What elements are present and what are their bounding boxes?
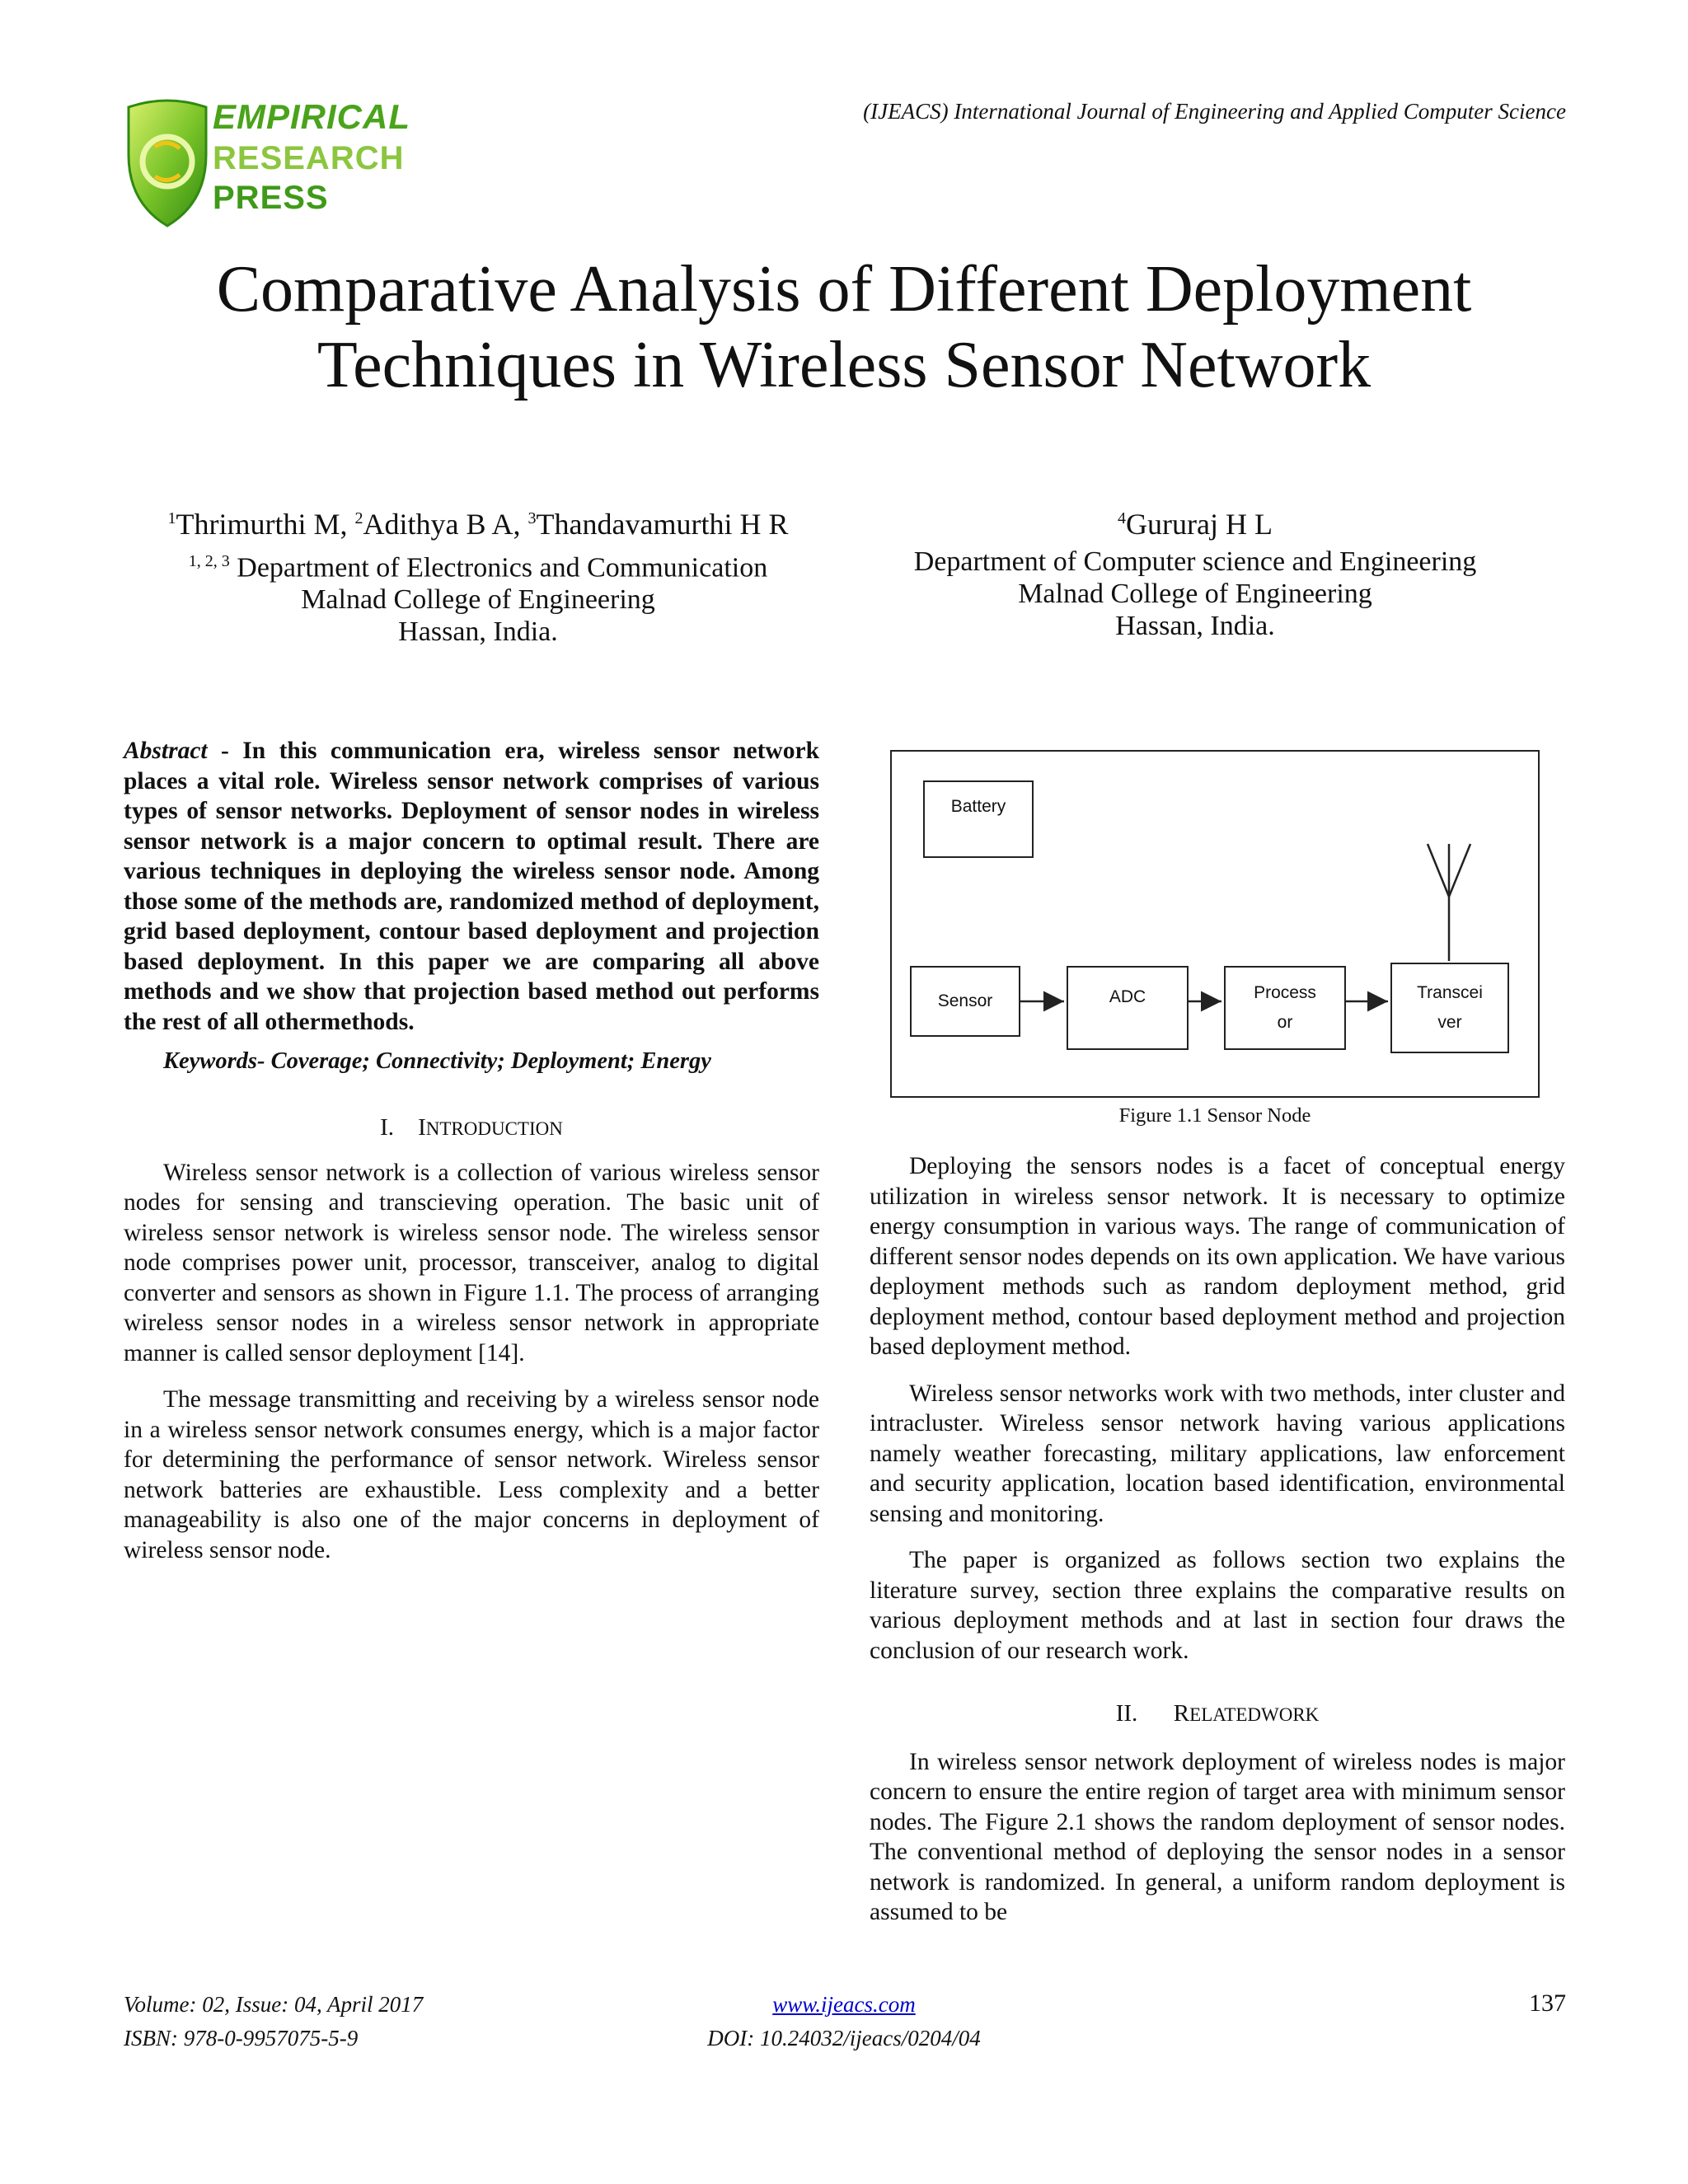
section-heading-relatedwork: II. RELATEDWORK <box>1115 1700 1320 1727</box>
battery-block: Battery <box>923 780 1034 858</box>
abstract <box>124 736 819 1037</box>
section-heading-introduction: I. INTRODUCTION <box>380 1114 563 1141</box>
affiliation-city-right: Hassan, India. <box>1115 611 1275 641</box>
page-number: 137 <box>1529 1990 1566 2017</box>
transceiver-block: Transcei ver <box>1390 963 1509 1053</box>
logo-line1: EMPIRICAL <box>213 97 410 136</box>
title-line-2: Techniques in Wireless Sensor Network <box>316 329 1372 401</box>
footer-left <box>124 1988 618 2055</box>
paper-title <box>124 251 1564 403</box>
antenna-icon <box>1428 844 1470 961</box>
footer-center <box>597 1988 1091 2055</box>
intro-paragraph-1: Wireless sensor network is a collection of various wireless sensor nodes for sensing and transcieving operation. The basic unit of wireless sensor network is wireless sensor node. The wireless sensor node comprises power unit, processor, transceiver, analog to digital converter and sensors as shown in Figure 1.1. The process of arranging wireless sensor nodes in a wireless sensor network in appropriate manner is called sensor deployment [14]. <box>124 1159 819 1366</box>
logo-line2: RESEARCH <box>213 140 405 176</box>
footer-isbn: ISBN: 978-0-9957075-5-9 <box>124 2026 359 2050</box>
affiliation-college-right: Malnad College of Engineering <box>1018 579 1372 609</box>
figure-caption: Figure 1.1 Sensor Node <box>1118 1104 1311 1127</box>
keywords: Keywords- Coverage; Connectivity; Deployment; Energy <box>163 1048 711 1074</box>
author-names-right: $^4$Gururaj H L <box>1118 508 1273 541</box>
authors-left <box>115 503 841 648</box>
journal-header: (IJEACS) International Journal of Engineering and Applied Computer Science <box>863 99 1566 124</box>
affiliation-dept-right: Department of Computer science and Engineering <box>913 546 1477 577</box>
adc-block: ADC <box>1067 966 1189 1050</box>
processor-block: Process or <box>1224 966 1346 1050</box>
right-paragraph-2: Wireless sensor networks work with two methods, inter cluster and intracluster. Wireless sensor network having various applications namely weather forecasting, military applications, law enforcement and security application, location based identification, environmental sensing and monitoring. <box>870 1380 1565 1527</box>
abstract-text: - In this communication era, wireless sensor network places a vital role. Wireless sensor network comprises of various types of sensor networks. Deployment of sensor nodes in wireless sensor network is a major concern to optimal result. There are various techniques in deploying the wireless sensor node. Among those some of the methods are, randomized method of deployment, grid based deployment, contour based deployment and projection based deployment. In this paper we are comparing all above methods and we show that projection based method out performs the rest of all othermethods. <box>124 738 819 1035</box>
affiliation-dept-left: $^{1, 2, 3}$ Department of Electronics and Communication <box>188 552 768 583</box>
sensor-block: Sensor <box>910 966 1020 1037</box>
footer-volume: Volume: 02, Issue: 04, April 2017 <box>124 1992 424 2017</box>
related-paragraph-1: In wireless sensor network deployment of wireless nodes is major concern to ensure the entire region of target area with minimum sensor nodes. The Figure 2.1 shows the random deployment of sensor nodes. The conventional method of deploying the sensor nodes in a sensor network is randomized. In general, a uniform random deployment is assumed to be <box>870 1748 1565 1925</box>
publisher-logo <box>122 97 410 229</box>
footer-doi: DOI: 10.24032/ijeacs/0204/04 <box>707 2026 981 2050</box>
figure-sensor-node <box>890 750 1540 1098</box>
right-paragraph-1: Deploying the sensors nodes is a facet of conceptual energy utilization in wireless sensor network. It is necessary to optimize energy consumption in various ways. The range of communication of different sensor nodes depends on its own application. We have various deployment methods such as random deployment method, grid deployment method, contour based deployment method and projection based deployment method. <box>870 1153 1565 1360</box>
affiliation-city-left: Hassan, India. <box>398 616 558 648</box>
shield-logo-icon <box>122 97 213 229</box>
left-column <box>124 1113 819 1582</box>
journal-website-link[interactable]: www.ijeacs.com <box>772 1992 916 2017</box>
intro-paragraph-2: The message transmitting and receiving by a wireless sensor node in a wireless sensor network consumes energy, which is a major factor for determining the performance of sensor network. Wireless sensor network batteries are exhaustible. Less complexity and a better manageability is also one of the major concerns in deployment of wireless sensor node. <box>124 1386 819 1563</box>
affiliation-college-left: Malnad College of Engineering <box>301 584 655 616</box>
right-paragraph-3: The paper is organized as follows section two explains the literature survey, section three explains the comparative results on various deployment methods and at last in section four draws the conclusion of our research work. <box>870 1547 1565 1664</box>
logo-line3: PRESS <box>213 180 329 216</box>
right-column <box>870 1151 1565 1944</box>
title-line-1: Comparative Analysis of Different Deployment <box>216 253 1472 326</box>
author-names-left: $^1$Thrimurthi M, $^2$Adithya B A, $^3$Thandavamurthi H R <box>167 508 789 541</box>
abstract-lead: Abstract <box>124 738 208 764</box>
authors-right <box>832 503 1558 642</box>
